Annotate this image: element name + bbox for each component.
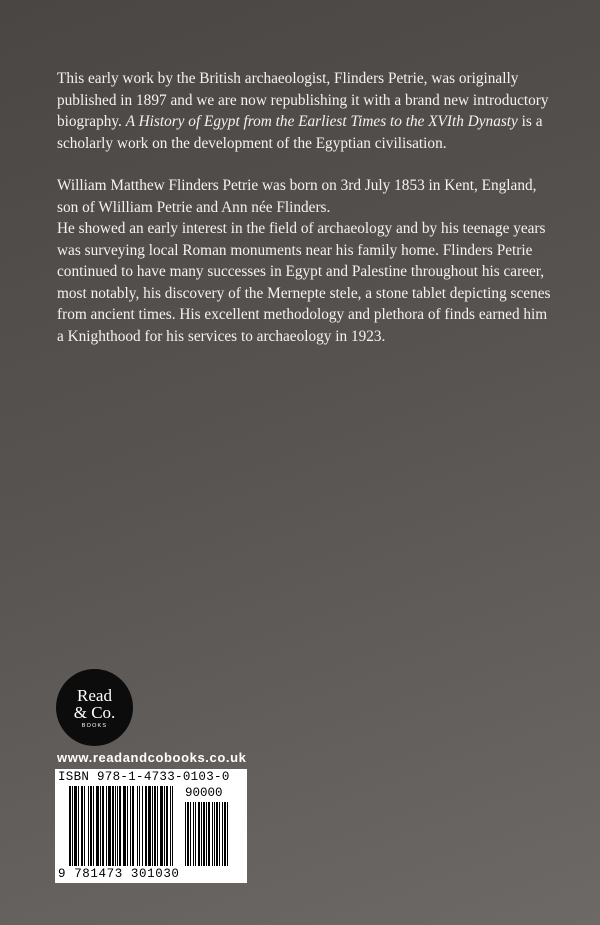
addon-bar: [195, 802, 196, 866]
barcode-bar: [96, 786, 99, 866]
barcode-bar: [137, 786, 138, 866]
barcode-bar: [106, 786, 107, 866]
barcode-bar: [117, 786, 118, 866]
addon-bar: [219, 802, 220, 866]
barcode-bar: [148, 786, 151, 866]
addon-bar: [201, 802, 202, 866]
logo-line-books: BOOKS: [81, 722, 108, 729]
barcode-bar: [172, 786, 173, 866]
addon-bar: [216, 802, 218, 866]
barcode-bar: [164, 786, 165, 866]
barcode-bar: [74, 786, 77, 866]
addon-bar: [185, 802, 186, 866]
barcode-bar: [157, 786, 158, 866]
barcode-bar: [170, 786, 171, 866]
addon-bar: [224, 802, 226, 866]
barcode-bar: [108, 786, 111, 866]
addon-bar: [193, 802, 194, 866]
barcode-bar: [130, 786, 131, 866]
blurb-p2-rest: He showed an early interest in the field of archaeology and by his teenage years was surveying local Roman monuments near his family home. Flinders Petrie continued to have many successes in Egypt and Palestine throughout his career, most notably, his discovery of the Mernepte stele, a stone tablet depicting scenes from ancient times. His excellent methodology and plethora of finds earned him a Knighthood for his services to archaeology in 1923.: [57, 220, 551, 345]
blurb-p2-line1: William Matthew Flinders Petrie was born on 3rd July 1853 in Kent, England, son of Wlilliam Petrie and Ann née Flinders.: [57, 177, 537, 216]
barcode-bar: [100, 786, 101, 866]
isbn-barcode: [55, 769, 247, 883]
addon-bar: [187, 802, 189, 866]
barcode-bar: [84, 786, 85, 866]
blurb-paragraph-1: [57, 68, 557, 154]
addon-bar: [190, 802, 191, 866]
barcode-bar: [139, 786, 140, 866]
barcode-bar: [132, 786, 134, 866]
barcode-bar: [88, 786, 89, 866]
barcode-bar: [93, 786, 94, 866]
barcode-bar: [142, 786, 143, 866]
addon-bar: [208, 802, 210, 866]
blurb-p1-intro: This early work by the British archaeologist, Flinders Petrie, was originally published in 1897 and we are now republishing it with a brand new introductory biography.: [57, 70, 549, 130]
barcode-bar: [145, 786, 147, 866]
addon-bar: [227, 802, 228, 866]
logo-line-read: Read: [77, 685, 112, 705]
addon-bar: [203, 802, 205, 866]
addon-bar: [212, 802, 213, 866]
blurb-paragraph-2: [57, 175, 557, 347]
barcode-bar: [102, 786, 104, 866]
book-title-italic: A History of Egypt from the Earliest Times to the XVIth Dynasty: [125, 113, 518, 130]
barcode-bar: [72, 786, 73, 866]
barcode-bar: [115, 786, 116, 866]
price-code: 90000: [185, 786, 223, 800]
addon-bar: [198, 802, 200, 866]
barcode-bar: [112, 786, 114, 866]
barcode-bar: [81, 786, 83, 866]
barcode-bar: [152, 786, 153, 866]
isbn-label: ISBN 978-1-4733-0103-0: [58, 770, 230, 784]
addon-bar: [222, 802, 223, 866]
barcode-bar: [166, 786, 168, 866]
addon-bar: [214, 802, 215, 866]
publisher-website: www.readandcobooks.co.uk: [57, 750, 247, 765]
read-and-co-logo: [56, 669, 133, 746]
barcode-bar: [127, 786, 128, 866]
blurb-p1-end: is a scholarly work on the development of the Egyptian civilisation.: [57, 113, 543, 152]
addon-bar: [206, 802, 207, 866]
barcode-bar: [69, 786, 71, 866]
barcode-bar: [160, 786, 163, 866]
barcode-digits: 9 781473 301030: [58, 867, 180, 881]
back-cover-blurb: [57, 68, 557, 368]
barcode-bar: [123, 786, 126, 866]
barcode-bar: [90, 786, 92, 866]
barcode-bar: [154, 786, 156, 866]
barcode-bar: [78, 786, 79, 866]
logo-line-co: & Co.: [73, 702, 116, 722]
barcode-bar: [119, 786, 121, 866]
